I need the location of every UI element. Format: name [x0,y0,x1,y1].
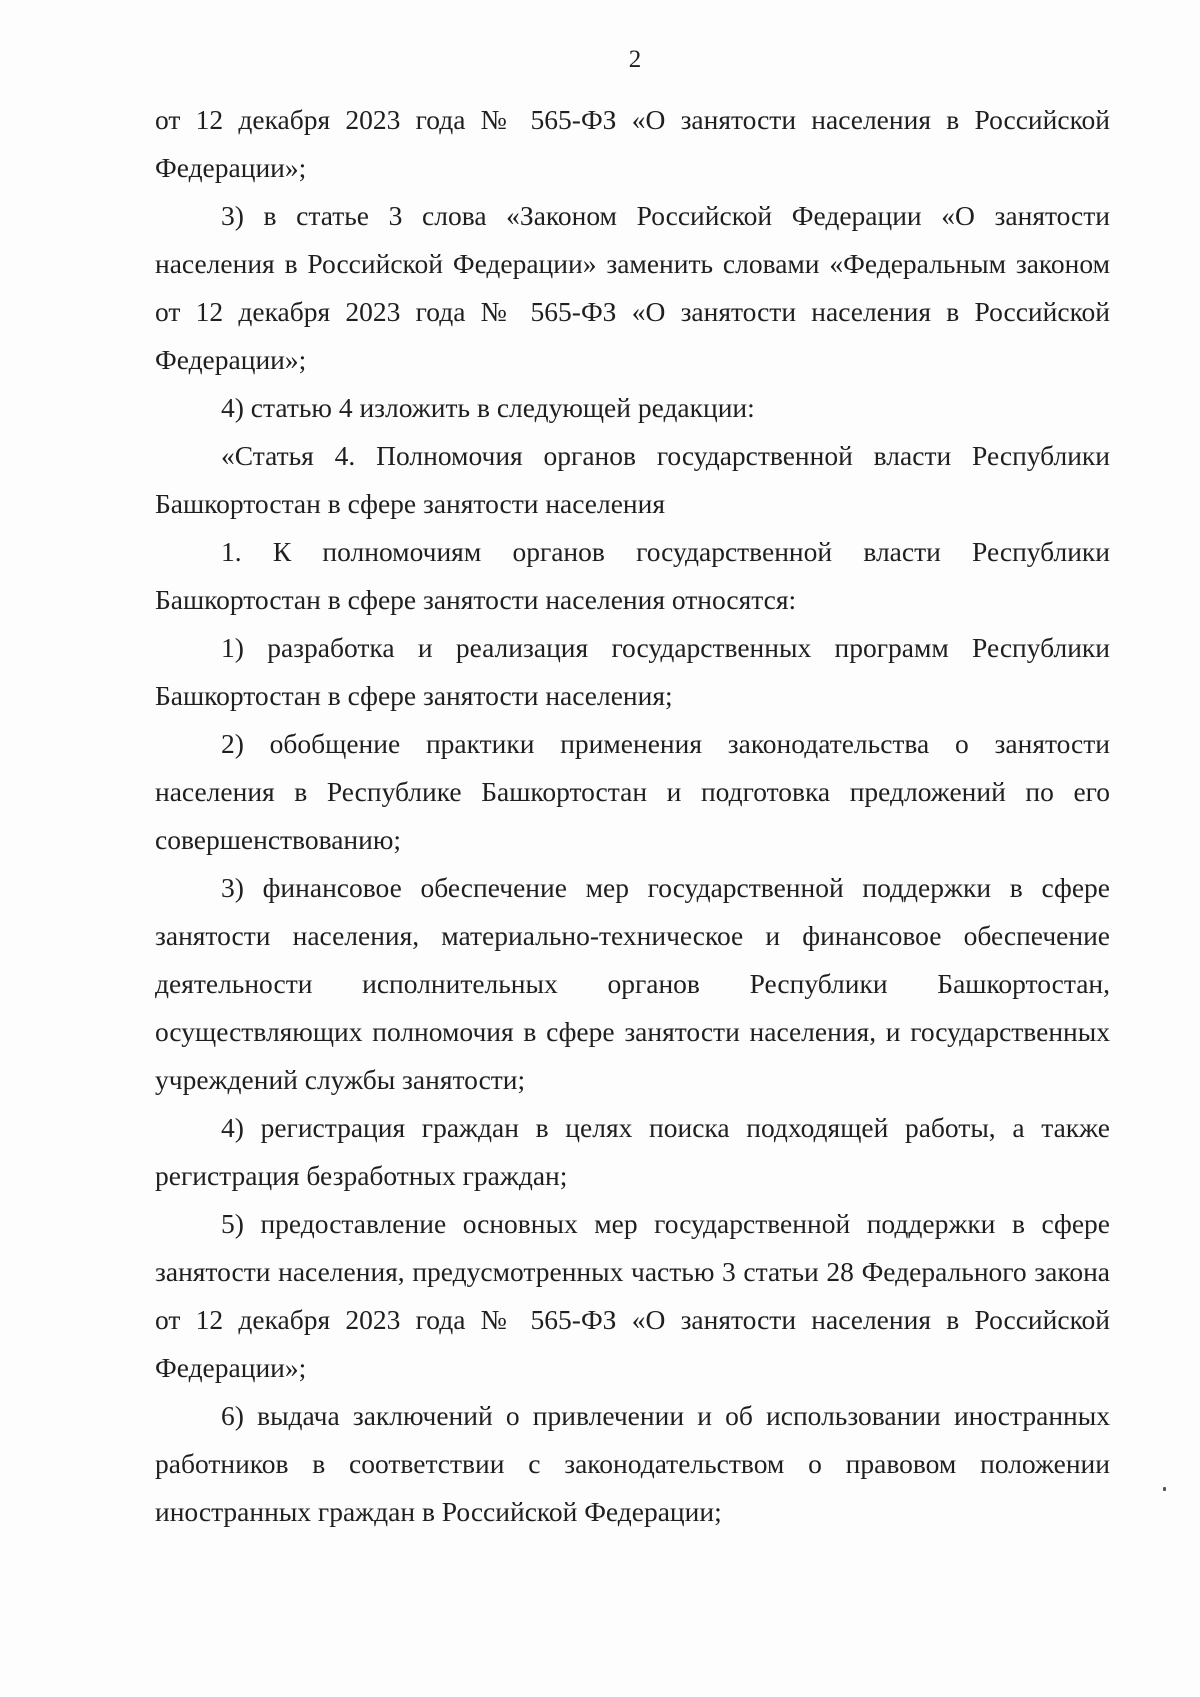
paragraph-item-4: 4) статью 4 изложить в следующей редакции: [221,392,755,423]
paragraph-item-3: 3) в статье 3 слова «Законом Российской Федерации «О занятости населения в Российской Федерации» заменить словами «Федеральным законом от 12 декабря 2023 года № 565-ФЗ «О занятости населения в Российской Федерации»; [155,200,1110,375]
power-item-2: 2) обобщение практики применения законодательства о занятости населения в Республике Башкортостан и подготовка предложений по его совершенствованию; [155,728,1110,855]
paragraph-continuation: от 12 декабря 2023 года № 565-ФЗ «О занятости населения в Российской Федерации»; [155,104,1110,183]
page-number: 2 [628,46,642,73]
article-4-heading: «Статья 4. Полномочия органов государственной власти Республики Башкортостан в сфере занятости населения [155,440,1110,519]
document-body [155,96,1110,1536]
power-item-5: 5) предоставление основных мер государственной поддержки в сфере занятости населения, предусмотренных частью 3 статьи 28 Федерального закона от 12 декабря 2023 года № 565-ФЗ «О занятости населения в Российской Федерации»; [155,1208,1110,1383]
article-4-part-1: 1. К полномочиям органов государственной власти Республики Башкортостан в сфере занятости населения относятся: [155,536,1110,615]
power-item-1: 1) разработка и реализация государственных программ Республики Башкортостан в сфере занятости населения; [155,632,1110,711]
power-item-4: 4) регистрация граждан в целях поиска подходящей работы, а также регистрация безработных граждан; [155,1112,1110,1191]
scan-speck [1163,1487,1166,1491]
power-item-3: 3) финансовое обеспечение мер государственной поддержки в сфере занятости населения, материально-техническое и финансовое обеспечение деятельности исполнительных органов Республики Башкортостан, осуществляющих полномочия в сфере занятости населения, и государственных учреждений службы занятости; [155,872,1110,1095]
power-item-6: 6) выдача заключений о привлечении и об использовании иностранных работников в соответствии с законодательством о правовом положении иностранных граждан в Российской Федерации; [155,1400,1110,1527]
